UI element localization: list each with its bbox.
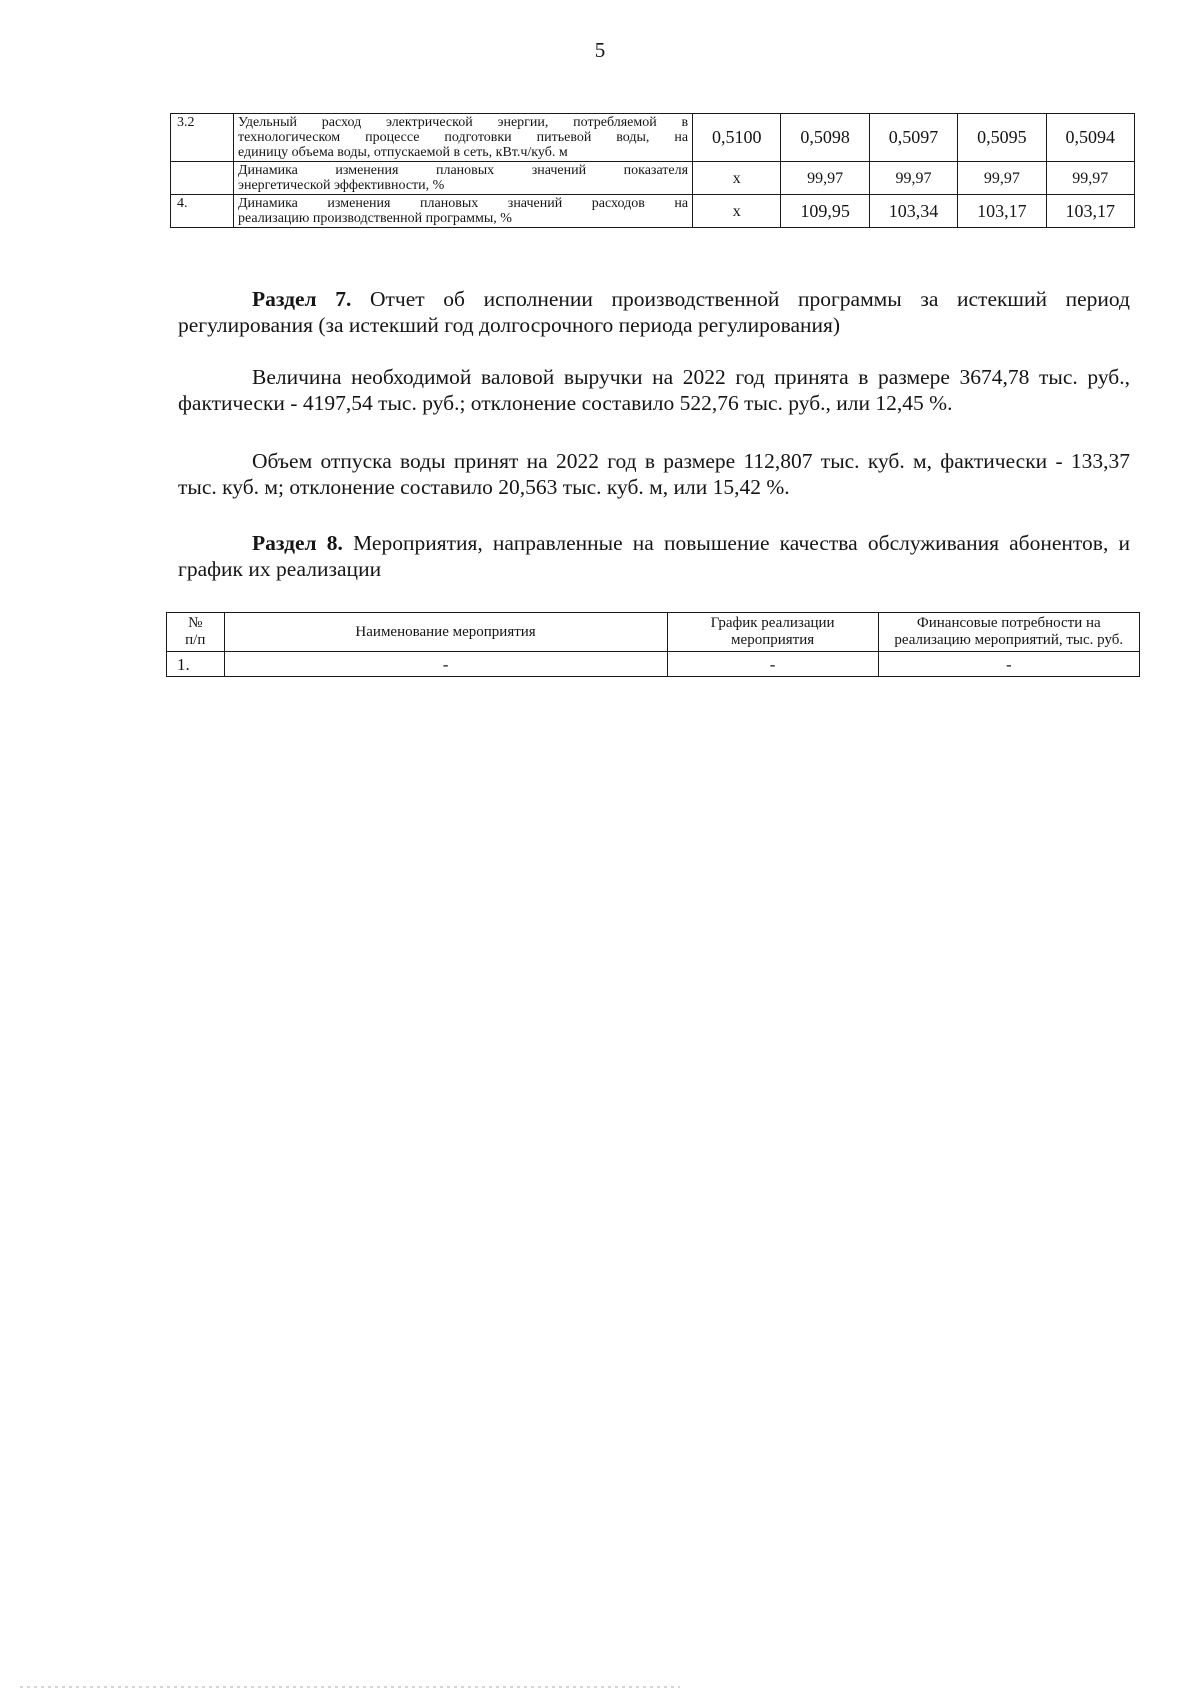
header-number-label: п/п bbox=[185, 632, 206, 648]
value-cell: 99,97 bbox=[1046, 162, 1134, 195]
description-line: единицу объема воды, отпускаемой в сеть, кВт.ч/куб. м bbox=[237, 145, 568, 160]
section-8-label: Раздел 8. bbox=[252, 531, 343, 555]
header-schedule: График реализации мероприятия bbox=[667, 613, 878, 652]
water-volume-paragraph: Объем отпуска воды принят на 2022 год в размере 112,807 тыс. куб. м, фактически - 133,37 тыс. куб. м; отклонение составило 20,563 тыс. куб. м, или 15,42 %. bbox=[178, 449, 1130, 499]
value-cell: 0,5094 bbox=[1046, 114, 1134, 162]
scan-artifact bbox=[20, 1686, 680, 1688]
row-number: 1. bbox=[167, 652, 225, 677]
row-description bbox=[233, 162, 692, 195]
description-line: технологическом процессе подготовки питьевой воды, на bbox=[237, 130, 689, 145]
section-8-heading bbox=[178, 530, 1130, 582]
table-header-row bbox=[167, 613, 1140, 652]
description-line: Динамика изменения плановых значений показателя bbox=[237, 163, 689, 178]
row-description bbox=[233, 195, 692, 228]
value-cell: 99,97 bbox=[869, 162, 957, 195]
value-cell: 0,5098 bbox=[781, 114, 869, 162]
row-schedule: - bbox=[667, 652, 878, 677]
description-line: Динамика изменения плановых значений расходов на bbox=[237, 196, 689, 211]
section-7-title: Отчет об исполнении производственной программы за истекший период регулирования (за истекший год долгосрочного периода регулирования) bbox=[178, 287, 1130, 337]
section-7-label: Раздел 7. bbox=[252, 287, 352, 311]
value-cell: 0,5095 bbox=[958, 114, 1046, 162]
description-line: Удельный расход электрической энергии, потребляемой в bbox=[237, 115, 689, 130]
row-name: - bbox=[224, 652, 667, 677]
header-name: Наименование мероприятия bbox=[224, 613, 667, 652]
value-cell: 109,95 bbox=[781, 195, 869, 228]
page-number: 5 bbox=[594, 38, 606, 62]
table-row bbox=[171, 114, 1135, 162]
table-row bbox=[171, 162, 1135, 195]
header-finance: Финансовые потребности на реализацию мероприятий, тыс. руб. bbox=[878, 613, 1139, 652]
value-cell: 103,17 bbox=[958, 195, 1046, 228]
header-number-symbol: № bbox=[188, 615, 203, 631]
value-cell: 99,97 bbox=[781, 162, 869, 195]
value-cell: х bbox=[693, 162, 781, 195]
measures-table bbox=[166, 612, 1140, 677]
table-row bbox=[167, 652, 1140, 677]
row-number bbox=[171, 162, 234, 195]
row-finance: - bbox=[878, 652, 1139, 677]
value-cell: 103,17 bbox=[1046, 195, 1134, 228]
value-cell: х bbox=[693, 195, 781, 228]
description-line: энергетической эффективности, % bbox=[237, 178, 445, 193]
description-line: реализацию производственной программы, % bbox=[237, 211, 512, 226]
row-description bbox=[233, 114, 692, 162]
section-8-title: Мероприятия, направленные на повышение качества обслуживания абонентов, и график их реализации bbox=[178, 531, 1130, 581]
value-cell: 0,5100 bbox=[693, 114, 781, 162]
value-cell: 103,34 bbox=[869, 195, 957, 228]
indicators-table bbox=[170, 113, 1135, 228]
revenue-paragraph: Величина необходимой валовой выручки на 2022 год принята в размере 3674,78 тыс. руб., фактически - 4197,54 тыс. руб.; отклонение составило 522,76 тыс. руб., или 12,45 %. bbox=[178, 365, 1130, 415]
value-cell: 99,97 bbox=[958, 162, 1046, 195]
row-number: 3.2 bbox=[171, 114, 234, 162]
section-7-heading bbox=[178, 286, 1130, 338]
header-number bbox=[167, 613, 225, 652]
row-number: 4. bbox=[171, 195, 234, 228]
table-row bbox=[171, 195, 1135, 228]
value-cell: 0,5097 bbox=[869, 114, 957, 162]
